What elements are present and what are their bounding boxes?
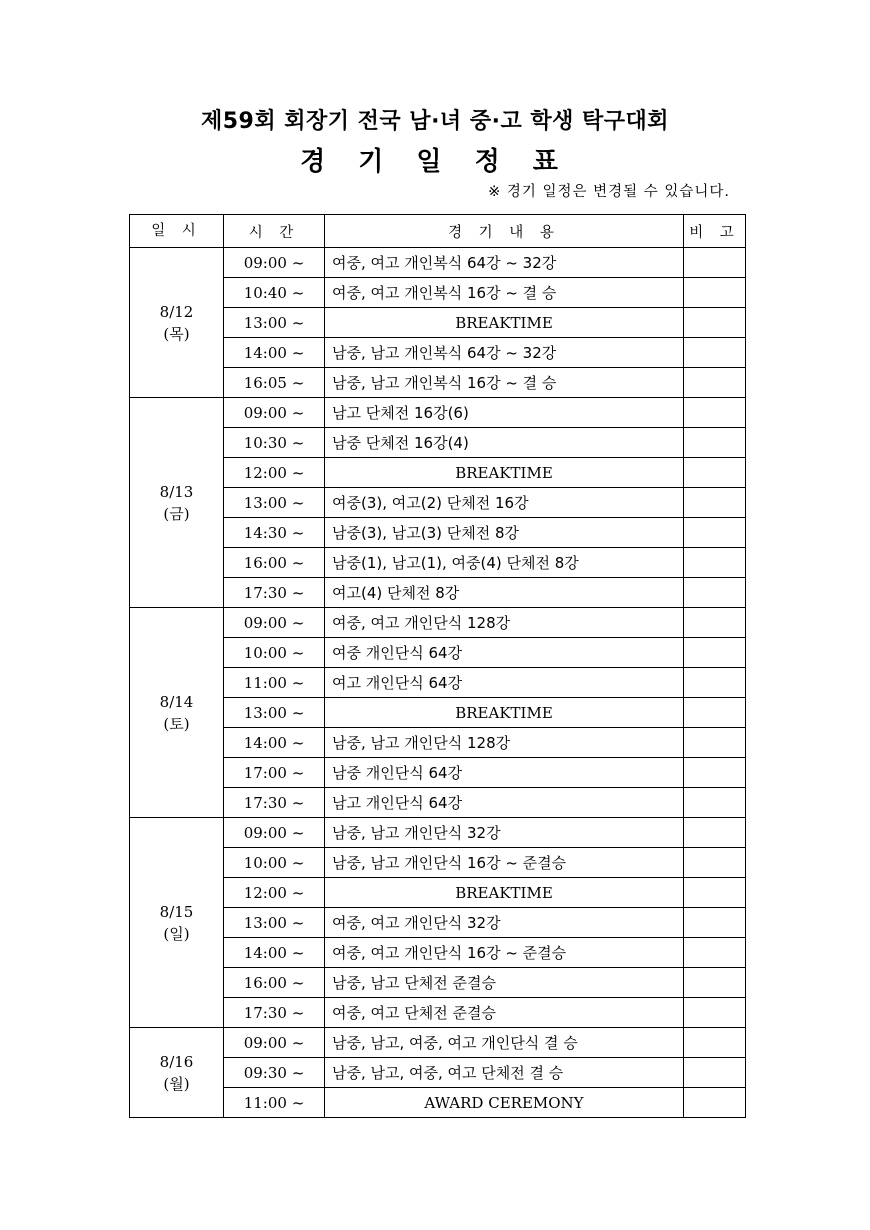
time-cell: 12:00 ~: [224, 878, 325, 908]
remarks-cell: [684, 908, 746, 938]
remarks-cell: [684, 578, 746, 608]
time-cell: 13:00 ~: [224, 908, 325, 938]
header-row: [130, 215, 746, 248]
time-cell: 17:30 ~: [224, 578, 325, 608]
time-cell: 13:00 ~: [224, 488, 325, 518]
column-header-time: 시 간: [224, 215, 325, 248]
time-cell: 14:00 ~: [224, 728, 325, 758]
time-cell: 13:00 ~: [224, 308, 325, 338]
remarks-cell: [684, 728, 746, 758]
remarks-cell: [684, 428, 746, 458]
time-cell: 13:00 ~: [224, 698, 325, 728]
schedule-body: [130, 248, 746, 1118]
date-label: 8/14: [159, 692, 194, 711]
time-cell: 09:00 ~: [224, 398, 325, 428]
remarks-cell: [684, 368, 746, 398]
event-cell: 여중, 여고 개인복식 16강 ~ 결 승: [325, 278, 684, 308]
weekday-label: (토): [163, 714, 190, 733]
remarks-cell: [684, 848, 746, 878]
weekday-label: (금): [163, 504, 190, 523]
event-cell: 남중, 남고 개인단식 16강 ~ 준결승: [325, 848, 684, 878]
date-cell: [130, 608, 224, 818]
event-cell: 여중(3), 여고(2) 단체전 16강: [325, 488, 684, 518]
event-cell: 남중 개인단식 64강: [325, 758, 684, 788]
time-cell: 10:30 ~: [224, 428, 325, 458]
remarks-cell: [684, 878, 746, 908]
time-cell: 11:00 ~: [224, 1088, 325, 1118]
event-cell: 여중, 여고 개인복식 64강 ~ 32강: [325, 248, 684, 278]
event-cell: 여고(4) 단체전 8강: [325, 578, 684, 608]
time-cell: 14:30 ~: [224, 518, 325, 548]
time-cell: 09:00 ~: [224, 818, 325, 848]
event-cell: 여중, 여고 단체전 준결승: [325, 998, 684, 1028]
schedule-row: [130, 1028, 746, 1058]
time-cell: 17:30 ~: [224, 788, 325, 818]
event-cell: 남중, 남고 개인단식 32강: [325, 818, 684, 848]
schedule-row: [130, 398, 746, 428]
remarks-cell: [684, 698, 746, 728]
column-header-remarks: 비 고: [684, 215, 746, 248]
weekday-label: (월): [163, 1074, 190, 1093]
schedule-row: [130, 248, 746, 278]
time-cell: 16:00 ~: [224, 548, 325, 578]
time-cell: 17:00 ~: [224, 758, 325, 788]
date-cell: [130, 1028, 224, 1118]
time-cell: 14:00 ~: [224, 938, 325, 968]
event-cell: 남중, 남고, 여중, 여고 단체전 결 승: [325, 1058, 684, 1088]
time-cell: 16:05 ~: [224, 368, 325, 398]
remarks-cell: [684, 608, 746, 638]
document-title: 제59회 회장기 전국 남·녀 중·고 학생 탁구대회: [200, 109, 670, 134]
event-cell: 남중, 남고, 여중, 여고 개인단식 결 승: [325, 1028, 684, 1058]
event-cell: 남중, 남고 단체전 준결승: [325, 968, 684, 998]
event-cell: 남중, 남고 개인복식 16강 ~ 결 승: [325, 368, 684, 398]
event-cell: 남중, 남고 개인단식 128강: [325, 728, 684, 758]
remarks-cell: [684, 818, 746, 848]
time-cell: 09:00 ~: [224, 248, 325, 278]
date-label: 8/16: [159, 1052, 194, 1071]
date-cell: [130, 248, 224, 398]
time-cell: 10:40 ~: [224, 278, 325, 308]
time-cell: 09:30 ~: [224, 1058, 325, 1088]
event-cell: 남중 단체전 16강(4): [325, 428, 684, 458]
event-cell: 남고 단체전 16강(6): [325, 398, 684, 428]
event-cell-special: BREAKTIME: [325, 878, 684, 908]
time-cell: 10:00 ~: [224, 638, 325, 668]
schedule-row: [130, 818, 746, 848]
time-cell: 16:00 ~: [224, 968, 325, 998]
column-header-event: 경 기 내 용: [325, 215, 684, 248]
event-cell: 남고 개인단식 64강: [325, 788, 684, 818]
remarks-cell: [684, 668, 746, 698]
date-cell: [130, 398, 224, 608]
schedule-change-note: ※ 경기 일정은 변경될 수 있습니다.: [488, 184, 730, 200]
remarks-cell: [684, 248, 746, 278]
remarks-cell: [684, 758, 746, 788]
remarks-cell: [684, 278, 746, 308]
date-label: 8/15: [159, 902, 194, 921]
remarks-cell: [684, 1058, 746, 1088]
remarks-cell: [684, 788, 746, 818]
event-cell: 여중, 여고 개인단식 32강: [325, 908, 684, 938]
remarks-cell: [684, 548, 746, 578]
date-label: 8/13: [159, 482, 194, 501]
event-cell: 여고 개인단식 64강: [325, 668, 684, 698]
remarks-cell: [684, 1028, 746, 1058]
event-cell: 여중, 여고 개인단식 128강: [325, 608, 684, 638]
event-cell: 남중(1), 남고(1), 여중(4) 단체전 8강: [325, 548, 684, 578]
remarks-cell: [684, 638, 746, 668]
time-cell: 14:00 ~: [224, 338, 325, 368]
event-cell: 남중, 남고 개인복식 64강 ~ 32강: [325, 338, 684, 368]
remarks-cell: [684, 398, 746, 428]
time-cell: 09:00 ~: [224, 1028, 325, 1058]
event-cell: 여중, 여고 개인단식 16강 ~ 준결승: [325, 938, 684, 968]
date-label: 8/12: [159, 302, 194, 321]
time-cell: 12:00 ~: [224, 458, 325, 488]
event-cell-special: BREAKTIME: [325, 458, 684, 488]
remarks-cell: [684, 338, 746, 368]
remarks-cell: [684, 458, 746, 488]
event-cell-special: AWARD CEREMONY: [325, 1088, 684, 1118]
weekday-label: (일): [163, 924, 190, 943]
time-cell: 11:00 ~: [224, 668, 325, 698]
date-cell: [130, 818, 224, 1028]
remarks-cell: [684, 1088, 746, 1118]
schedule-row: [130, 608, 746, 638]
weekday-label: (목): [163, 324, 190, 343]
event-cell-special: BREAKTIME: [325, 698, 684, 728]
schedule-table: [129, 214, 746, 1118]
time-cell: 09:00 ~: [224, 608, 325, 638]
remarks-cell: [684, 308, 746, 338]
remarks-cell: [684, 938, 746, 968]
remarks-cell: [684, 518, 746, 548]
remarks-cell: [684, 968, 746, 998]
time-cell: 17:30 ~: [224, 998, 325, 1028]
event-cell-special: BREAKTIME: [325, 308, 684, 338]
event-cell: 남중(3), 남고(3) 단체전 8강: [325, 518, 684, 548]
column-header-date: 일 시: [130, 215, 224, 248]
event-cell: 여중 개인단식 64강: [325, 638, 684, 668]
remarks-cell: [684, 488, 746, 518]
time-cell: 10:00 ~: [224, 848, 325, 878]
remarks-cell: [684, 998, 746, 1028]
document-subtitle: 경 기 일 정 표: [300, 147, 570, 177]
